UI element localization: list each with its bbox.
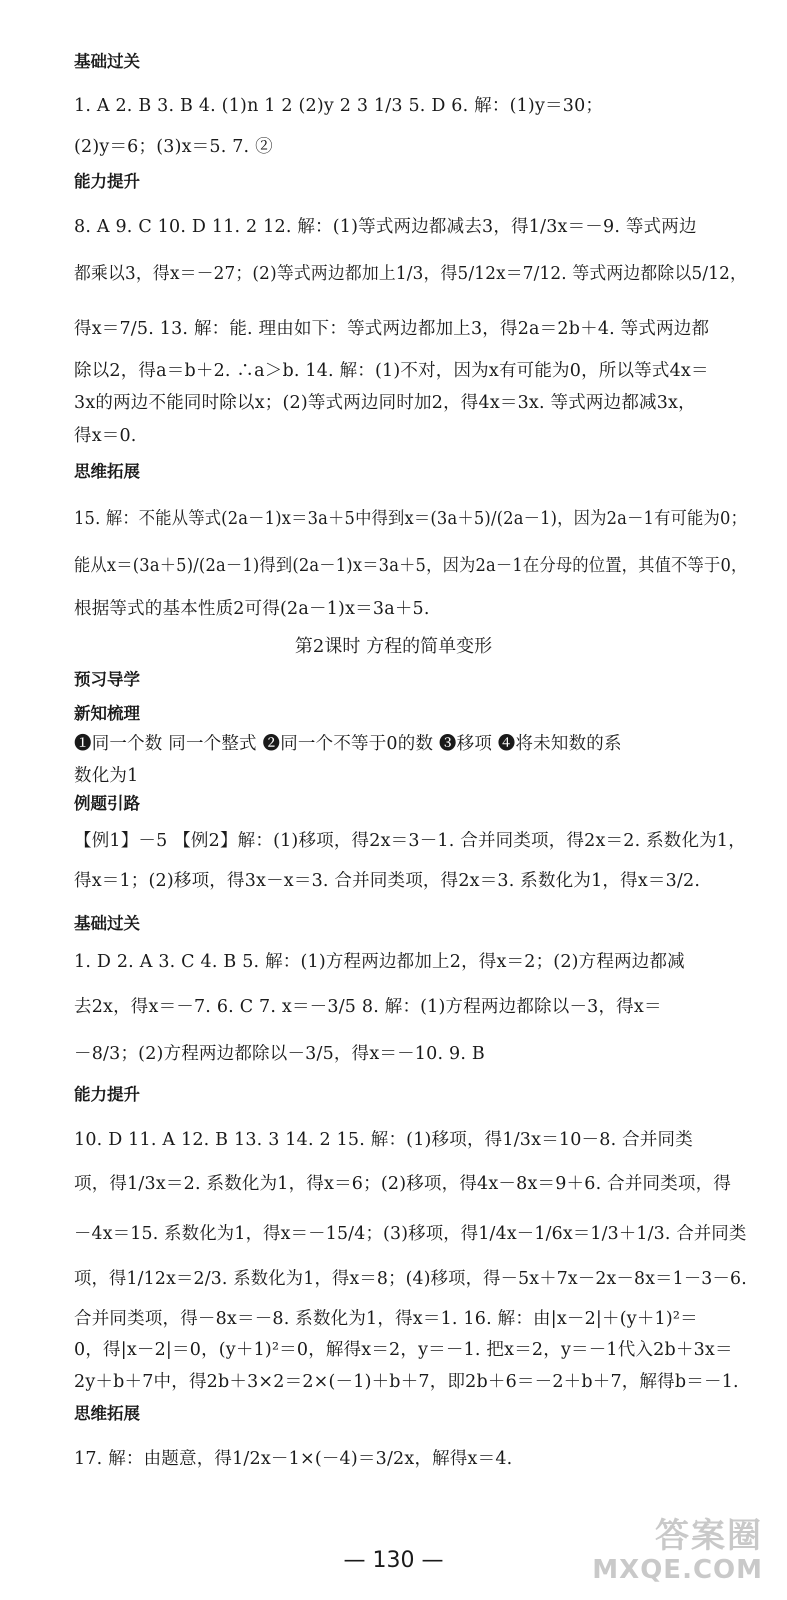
answer-line: 项，得1/12x＝2/3. 系数化为1，得x＝8；(4)移项，得－5x＋7x－2x－8x＝1－3－6.: [74, 1269, 747, 1289]
lesson-title: 第2课时 方程的简单变形: [294, 636, 493, 657]
watermark-url: MXQE.COM: [592, 1555, 763, 1585]
section-heading: 能力提升: [74, 1085, 140, 1104]
section-heading: 基础过关: [74, 914, 140, 933]
answer-line: 15. 解：不能从等式(2a－1)x＝3a＋5中得到x＝(3a＋5)/(2a－1)，因为2a－1有可能为0；: [74, 509, 748, 529]
answer-line: 1. A 2. B 3. B 4. (1)n 1 2 (2)y 2 3 1/3 5. D 6. 解：(1)y＝30；: [74, 96, 604, 116]
section-heading: 基础过关: [74, 52, 140, 71]
section-heading: 思维拓展: [74, 462, 140, 481]
answer-line: 项，得1/3x＝2. 系数化为1，得x＝6；(2)移项，得4x－8x＝9＋6. 合并同类项，得: [74, 1174, 732, 1194]
answer-line: 3x的两边不能同时除以x；(2)等式两边同时加2，得4x＝3x. 等式两边都减3x，: [74, 393, 696, 413]
answer-line: 8. A 9. C 10. D 11. 2 12. 解：(1)等式两边都减去3，得1/3x＝－9. 等式两边: [74, 217, 697, 237]
answer-line: 得x＝7/5. 13. 解：能. 理由如下：等式两边都加上3，得2a＝2b＋4. 等式两边都: [74, 319, 710, 339]
answer-line: 数化为1: [74, 766, 139, 786]
answer-line: 得x＝0.: [74, 426, 137, 446]
answer-line: 除以2，得a＝b＋2. ∴a＞b. 14. 解：(1)不对，因为x有可能为0，所以等式4x＝: [74, 361, 709, 381]
answer-line: 得x＝1；(2)移项，得3x－x＝3. 合并同类项，得2x＝3. 系数化为1，得x＝3/2.: [74, 871, 701, 891]
answer-line: 17. 解：由题意，得1/2x－1×(－4)＝3/2x，解得x＝4.: [74, 1449, 513, 1469]
answer-line: ❶同一个数 同一个整式 ❷同一个不等于0的数 ❸移项 ❹将未知数的系: [74, 734, 622, 754]
answer-line: 根据等式的基本性质2可得(2a－1)x＝3a＋5.: [74, 599, 430, 619]
answer-line: 都乘以3，得x＝－27；(2)等式两边都加上1/3，得5/12x＝7/12. 等式两边都除以5/12，: [74, 264, 748, 284]
answer-line: 能从x＝(3a＋5)/(2a－1)得到(2a－1)x＝3a＋5，因为2a－1在分母的位置，其值不等于0，: [74, 556, 748, 576]
answer-line: (2)y＝6；(3)x＝5. 7. ②: [74, 137, 273, 157]
answer-line: 【例1】－5 【例2】解：(1)移项，得2x＝3－1. 合并同类项，得2x＝2. 系数化为1，: [74, 831, 746, 851]
answer-line: 1. D 2. A 3. C 4. B 5. 解：(1)方程两边都加上2，得x＝2；(2)方程两边都减: [74, 952, 685, 972]
answer-line: 合并同类项，得－8x＝－8. 系数化为1，得x＝1. 16. 解：由|x－2|＋(y＋1)²＝: [74, 1309, 698, 1329]
answer-line: 2y＋b＋7中，得2b＋3×2＝2×(－1)＋b＋7，即2b＋6＝－2＋b＋7，解得b＝－1.: [74, 1372, 739, 1392]
answer-line: 去2x，得x＝－7. 6. C 7. x＝－3/5 8. 解：(1)方程两边都除以－3，得x＝: [74, 997, 662, 1017]
page-number: — 130 —: [343, 1548, 444, 1573]
answer-line: －4x＝15. 系数化为1，得x＝－15/4；(3)移项，得1/4x－1/6x＝1/3＋1/3. 合并同类: [74, 1224, 747, 1244]
section-heading: 预习导学: [74, 670, 140, 689]
answer-line: 0，得|x－2|＝0，(y＋1)²＝0，解得x＝2，y＝－1. 把x＝2，y＝－1代入2b＋3x＝: [74, 1340, 733, 1360]
section-heading: 能力提升: [74, 172, 140, 191]
section-heading: 新知梳理: [74, 704, 140, 723]
answer-line: －8/3；(2)方程两边都除以－3/5，得x＝－10. 9. B: [74, 1044, 485, 1064]
section-heading: 例题引路: [74, 794, 140, 813]
watermark-logo: 答案圈: [655, 1516, 763, 1556]
answer-line: 10. D 11. A 12. B 13. 3 14. 2 15. 解：(1)移项，得1/3x＝10－8. 合并同类: [74, 1130, 693, 1150]
section-heading: 思维拓展: [74, 1404, 140, 1423]
